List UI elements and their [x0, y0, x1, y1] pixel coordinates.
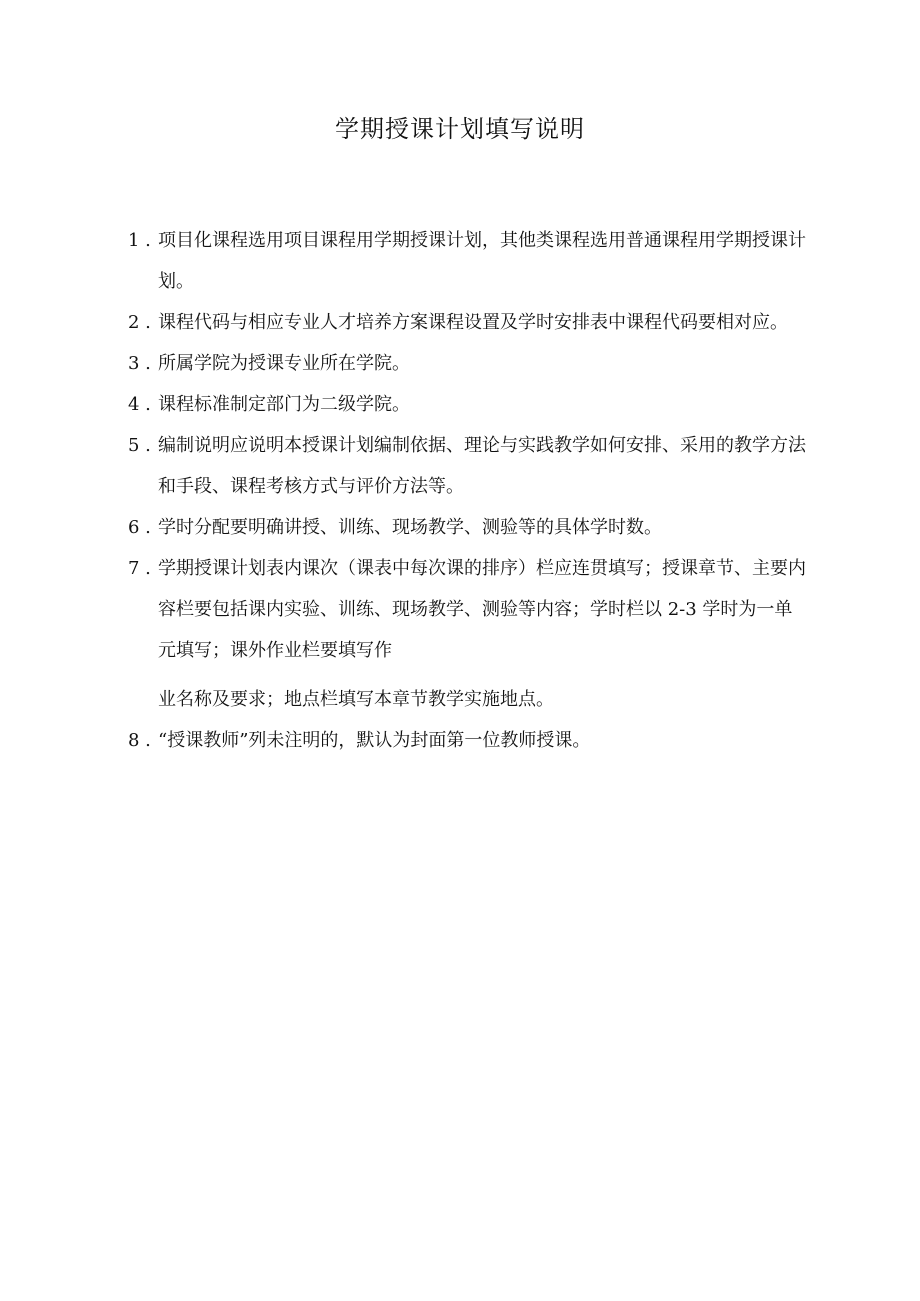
list-item: [128, 384, 808, 425]
list-item: [128, 548, 808, 720]
page-title: 学期授课计划填写说明: [335, 115, 585, 143]
list-item: [128, 302, 808, 343]
item-text: “授课教师”列未注明的，默认为封面第一位教师授课。: [158, 730, 591, 751]
list-item: [128, 343, 808, 384]
item-number: 1 .: [128, 230, 151, 251]
list-item: [128, 220, 808, 302]
item-number: 4 .: [128, 394, 151, 415]
item-text: 所属学院为授课专业所在学院。: [158, 353, 410, 374]
item-number: 8 .: [128, 730, 151, 751]
item-number: 6 .: [128, 517, 151, 538]
item-number: 2 .: [128, 312, 151, 333]
item-number: 7 .: [128, 558, 151, 579]
item-number: 3 .: [128, 353, 151, 374]
list-item: [128, 720, 808, 761]
item-text: 学期授课计划表内课次（课表中每次课的排序）栏应连贯填写；授课章节、主要内容栏要包括课内实验、训练、现场教学、测验等内容；学时栏以 2-3 学时为一单元填写；课外作业栏要填写作: [158, 558, 806, 661]
item-text: 学时分配要明确讲授、训练、现场教学、测验等的具体学时数。: [158, 517, 662, 538]
item-text: 项目化课程选用项目课程用学期授课计划，其他类课程选用普通课程用学期授课计划。: [158, 230, 806, 292]
item-number: 5 .: [128, 435, 151, 456]
item-text: 课程代码与相应专业人才培养方案课程设置及学时安排表中课程代码要相对应。: [158, 312, 788, 333]
item-text-continuation: 业名称及要求；地点栏填写本章节教学实施地点。: [158, 689, 554, 710]
item-text: 课程标准制定部门为二级学院。: [158, 394, 410, 415]
list-item: [128, 507, 808, 548]
item-text: 编制说明应说明本授课计划编制依据、理论与实践教学如何安排、采用的教学方法和手段、课程考核方式与评价方法等。: [158, 435, 806, 497]
instruction-list: [128, 220, 808, 761]
list-item: [128, 425, 808, 507]
